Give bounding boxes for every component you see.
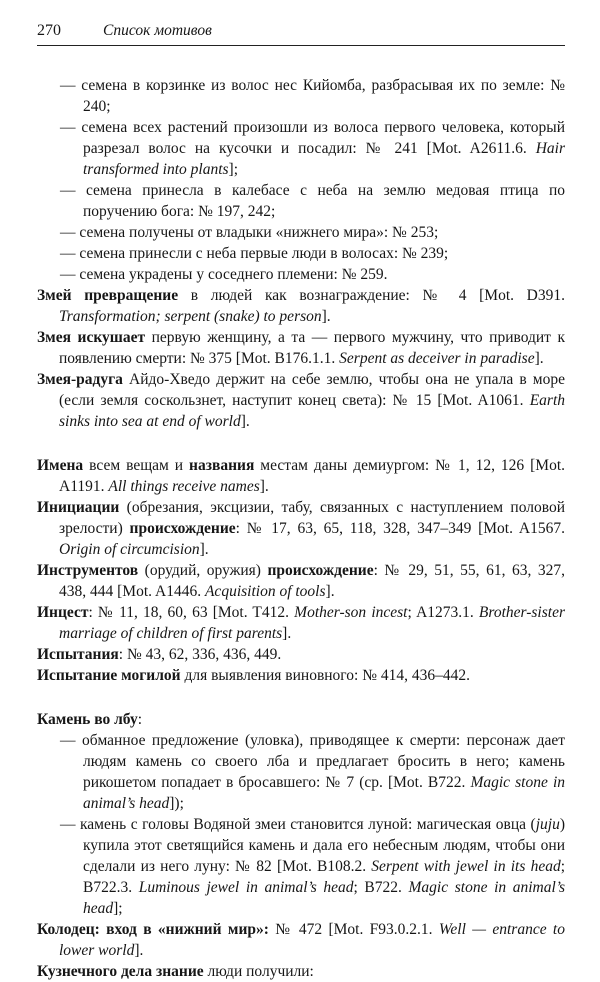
list-item: — семена получены от владыки «нижнего мира»: № 253; [60, 224, 439, 241]
index-entry: Змей превращение в людей как вознаграждение: № 4 [Mot. D391. Transformation; serpent (snake) to person]. [37, 287, 565, 325]
index-entry: Колодец: вход в «нижний мир»: № 472 [Mot. F93.0.2.1. Well — entrance to lower world]. [37, 921, 565, 959]
list-item: — семена в корзинке из волос нес Кийомба, разбрасывая их по земле: № 240; [60, 77, 565, 115]
running-title: Список мотивов [103, 22, 212, 39]
entry-heading: Камень во лбу: [37, 711, 143, 728]
index-entry: Испытания: № 43, 62, 336, 436, 449. [37, 646, 282, 663]
index-entry: Инцест: № 11, 18, 60, 63 [Mot. T412. Mother-son incest; A1273.1. Brother-sister marriage of children of first parents]. [37, 604, 565, 642]
list-item: — семена украдены у соседнего племени: № 259. [60, 266, 388, 283]
list-item: — семена принесли с неба первые люди в волосах: № 239; [60, 245, 449, 262]
list-item: — камень с головы Водяной змеи становится луной: магическая овца (juju) купила этот светящийся камень и дала его небесным людям, чтобы они сделали из него луну: № 82 [Mot. B108.2. Serpent with jewel in its head; B722.3. Luminous jewel in animal’s head; B722. Magic stone in animal’s head]; [60, 816, 566, 917]
index-entry: Испытание могилой для выявления виновного: № 414, 436–442. [37, 667, 470, 684]
list-item: — семена всех растений произошли из волоса первого человека, который разрезал волос на кусочки и посадил: № 241 [Mot. A2611.6. Hair transformed into plants]; [60, 119, 565, 178]
section-seeds-serpents [37, 75, 565, 432]
index-entry: Имена всем вещам и названия местам даны демиургом: № 1, 12, 126 [Mot. A1191. All things receive names]. [37, 457, 566, 495]
page-header [37, 22, 565, 46]
index-entry: Змея искушает первую женщину, а та — первого мужчину, что приводит к появлению смерти: № 375 [Mot. B176.1.1. Serpent as deceiver in paradise]. [37, 329, 565, 367]
section-stone-well-smithing [37, 709, 565, 982]
index-entry: Инициации (обрезания, эксцизии, табу, связанных с наступлением половой зрелости) происхождение: № 17, 63, 65, 118, 328, 347–349 [Mot. A1567. Origin of circumcision]. [37, 499, 565, 558]
index-entry: Змея-радуга Айдо-Хведо держит на себе землю, чтобы она не упала в море (если земля соскользнет, наступит конец света): № 15 [Mot. A1061. Earth sinks into sea at end of world]. [37, 371, 565, 430]
list-item: — обманное предложение (уловка), приводящее к смерти: персонаж дает людям камень со своего лба и предлагает бросить в него; камень рикошетом попадает в бросавшего: № 7 (ср. [Mot. B722. Magic stone in animal’s head]); [60, 732, 565, 812]
list-item: — семена принесла в калебасе с неба на землю медовая птица по поручению бога: № 197, 242; [60, 182, 565, 220]
index-entry: Инструментов (орудий, оружия) происхождение: № 29, 51, 55, 61, 63, 327, 438, 444 [Mot. A1446. Acquisition of tools]. [37, 562, 565, 600]
header-rule [37, 45, 565, 46]
page-number: 270 [37, 22, 61, 39]
section-names-initiations [37, 455, 565, 686]
book-page [37, 22, 565, 982]
index-entry: Кузнечного дела знание люди получили: [37, 963, 314, 980]
